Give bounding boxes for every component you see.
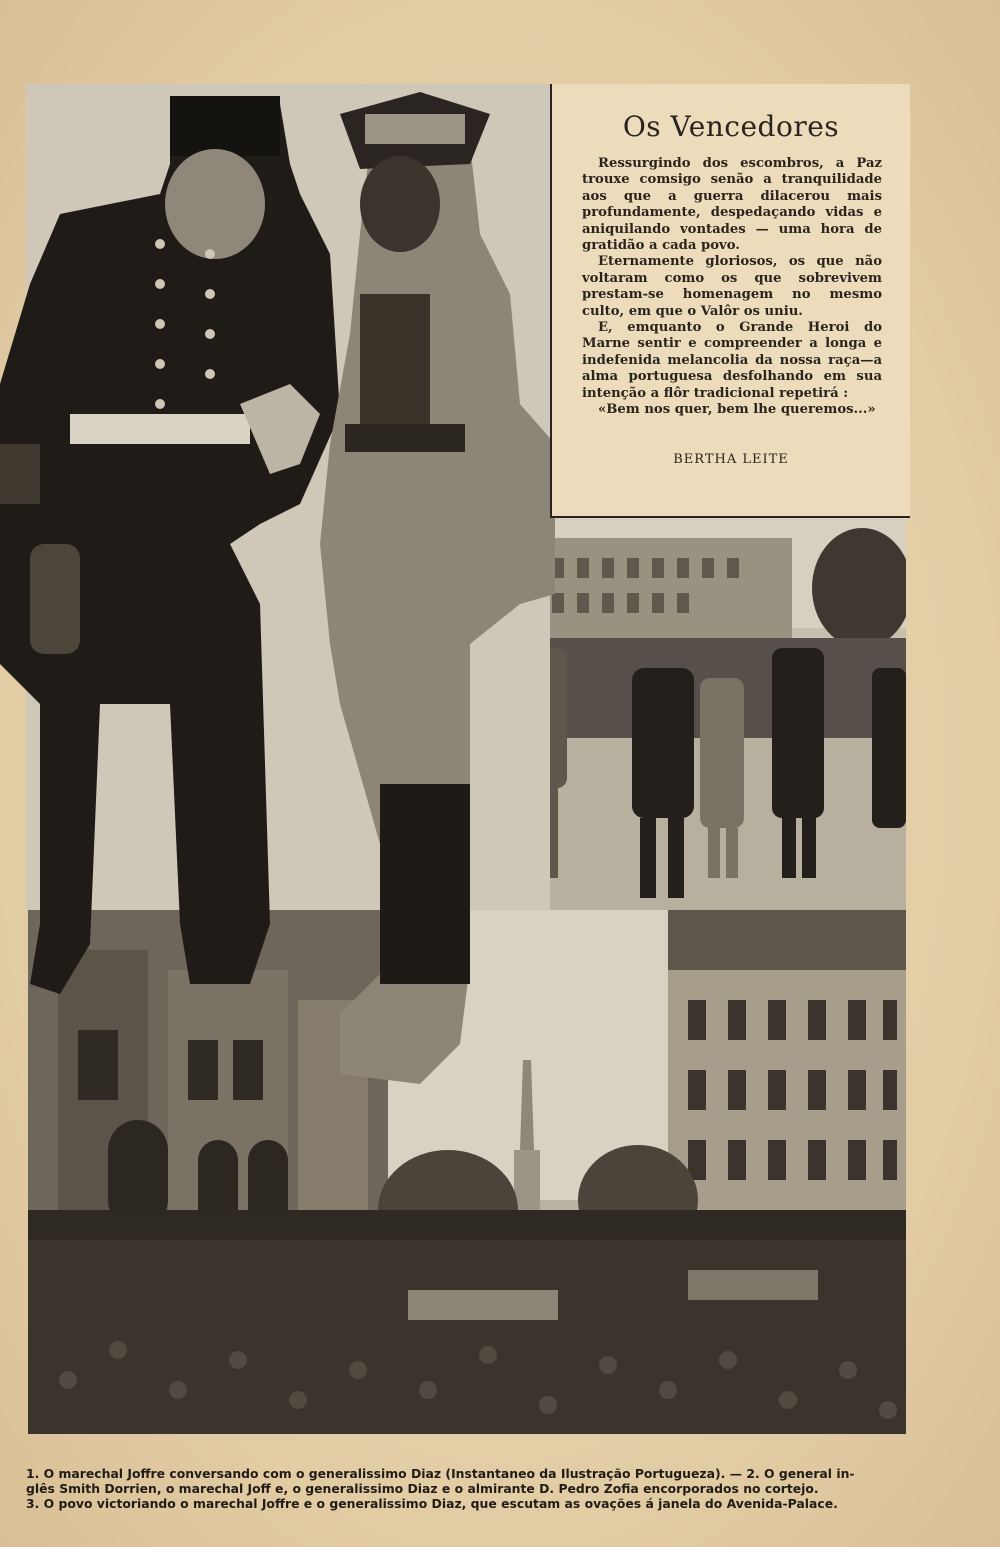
article-paragraph: Eternamente gloriosos, os que não voltaram como os que sobrevivem prestam-se homenagem no mesmo culto, em que o Valôr os uniu. xyxy=(582,254,882,319)
article-author: BERTHA LEITE xyxy=(673,452,789,467)
article-paragraph: E, emquanto o Grande Heroi do Marne sentir e compreender a longa e indefenida melancolia da nossa raça—a alma portuguesa desfolhando em sua intenção a flôr tradicional repetirá : xyxy=(582,320,882,401)
caption-line: glês Smith Dorrien, o marechal Joff e, o generalissimo Diaz e o almirante D. Pedro Zofia encorporados no cortejo. xyxy=(26,1481,819,1496)
article-box xyxy=(550,84,910,518)
article-title: Os Vencedores xyxy=(622,110,840,143)
article-paragraph: Ressurgindo dos escombros, a Paz trouxe comsigo senão a tranquilidade aos que a guerra dilacerou mais profundamente, despedaçando vidas e aniquilando vontades — uma hora de gratidão a cada povo. xyxy=(582,156,882,254)
photo-captions xyxy=(26,1466,906,1511)
article-body xyxy=(582,156,882,419)
photo-joffre-diaz xyxy=(0,84,560,1084)
article-quote: «Bem nos quer, bem lhe queremos...» xyxy=(598,402,876,418)
caption-line: 3. O povo victoriando o marechal Joffre e o generalissimo Diaz, que escutam as ovações á janela do Avenida-Palace. xyxy=(26,1496,838,1511)
caption-line: 1. O marechal Joffre conversando com o generalissimo Diaz (Instantaneo da Ilustração Portugueza). — 2. O general in- xyxy=(26,1466,855,1481)
